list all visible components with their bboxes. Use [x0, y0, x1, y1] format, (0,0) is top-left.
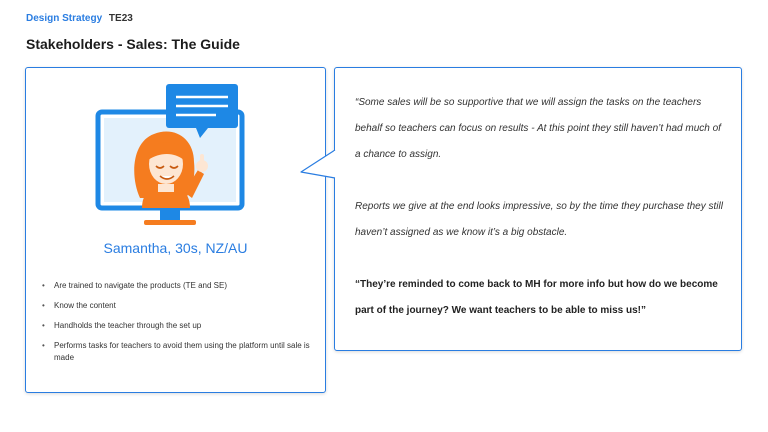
- quote-card: [334, 67, 742, 351]
- list-item: • Handholds the teacher through the set up: [40, 320, 310, 332]
- persona-name: Samantha, 30s, NZ/AU: [103, 240, 248, 256]
- list-item: • Performs tasks for teachers to avoid them using the platform until sale is made: [40, 340, 310, 364]
- persona-card: [25, 67, 326, 393]
- list-item: • Are trained to navigate the products (TE and SE): [40, 280, 310, 292]
- teacher-video-call-icon: [90, 80, 250, 235]
- page-title: Stakeholders - Sales: The Guide: [26, 36, 240, 52]
- slide-code: TE23: [108, 13, 133, 24]
- header-tag: [26, 13, 133, 24]
- persona-traits-list: [40, 280, 310, 372]
- quote-paragraph-3: “They’re reminded to come back to MH for more info but how do we become part of the journey? We want teachers to be able to miss us!”: [355, 279, 718, 316]
- list-item: • Know the content: [40, 300, 310, 312]
- speech-pointer-icon: [297, 148, 337, 182]
- quote-paragraph-1: “Some sales will be so supportive that we will assign the tasks on the teachers behalf so teachers can focus on results - At this point they still haven’t had much of a chance to assign.: [355, 97, 721, 160]
- brand-label: Design Strategy: [26, 13, 103, 24]
- quote-text: [355, 90, 725, 324]
- quote-paragraph-2: Reports we give at the end looks impressive, so by the time they purchase they still haven’t assigned as we know it’s a big obstacle.: [355, 201, 723, 238]
